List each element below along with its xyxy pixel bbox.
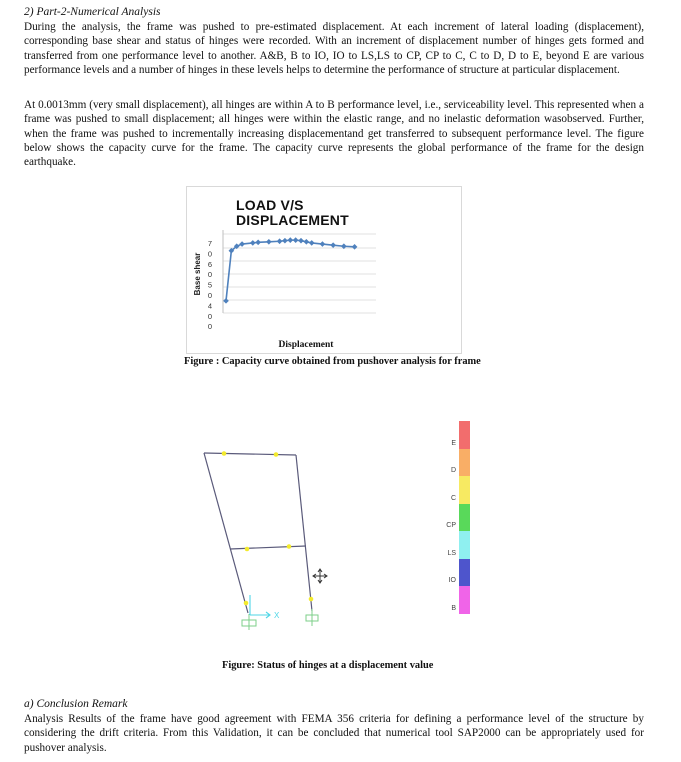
data-point [352,244,358,250]
hinge-markers [222,451,314,605]
performance-legend [436,421,470,614]
data-point [293,237,299,243]
data-point [304,239,310,245]
data-point [277,238,283,244]
y-tick-label: 0 [207,249,213,259]
paragraph-displacement: At 0.0013mm (very small displacement), all hinges are within A to B performance level, i.e., serviceability level. This represented when a frame was pushed to small displacement; all hinges were within the elastic range, and no inelastic deformation wasobserved. Further, when the frame was pushed to incrementally increasing displacementand get transferred to subsequent performance level. The figure below shows the capacity curve for the frame. The capacity curve represents the global performance of the frame for the design earthquake. [24,99,644,169]
legend-item [436,586,470,614]
legend-swatch [459,476,470,504]
y-tick-label: 6 [207,259,213,269]
y-tick-label: 0 [207,311,213,321]
legend-swatch [459,559,470,587]
legend-item [436,531,470,559]
legend-item [436,449,470,477]
y-axis-label: Base shear [193,252,202,296]
data-point [309,240,315,246]
data-point [298,238,304,244]
legend-swatch [459,449,470,477]
chart-plot [186,186,462,354]
paragraph-conclusion: Analysis Results of the frame have good agreement with FEMA 356 criteria for defining a performance level of the structure by considering the drift criteria. From this Validation, it can be concluded that numerical tool SAP2000 can be appropriately used for pushover analysis. [24,713,644,754]
legend-label: B [451,604,456,612]
legend-swatch [459,531,470,559]
data-point [320,241,326,247]
data-point [266,239,272,245]
legend-label: CP [446,522,456,529]
local-axes-icon [250,595,270,618]
y-tick-label: 0 [207,270,213,280]
frame-beam-mid [230,546,306,549]
y-tick-label: 5 [207,280,213,290]
hinge-status-diagram [190,415,470,640]
legend-item [436,421,470,449]
paragraph-analysis: During the analysis, the frame was pushed to pre-estimated displacement. At each increment of lateral loading (displacement), corresponding base shear and status of hinges were recorded. With an increment of displacement number of hinges gets formed and transferred from one performance level to another. A&B, B to IO, IO to LS,LS to CP, CP to C, C to D, D to E, beyond E are various performance levels and a number of hinges in these levels helps to determine the performance of structure at particular displacement. [24,21,644,76]
data-point [255,240,261,246]
legend-label: E [451,439,456,447]
figure1-caption: Figure : Capacity curve obtained from pushover analysis for frame [184,356,481,367]
legend-label: D [450,467,456,474]
legend-label: C [450,494,456,502]
legend-swatch [459,504,470,532]
legend-swatch [459,421,470,449]
y-tick-label: 0 [207,291,213,300]
data-point [282,238,288,244]
legend-item [436,476,470,504]
data-point [223,298,229,304]
y-tick-label: 7 [207,239,213,248]
section-heading: 2) Part-2-Numerical Analysis [24,6,161,18]
data-point [239,241,245,247]
y-tick-label: 0 [207,322,213,332]
data-point [330,242,336,248]
conclusion-heading: a) Conclusion Remark [24,698,128,710]
series-line [226,240,355,301]
legend-item [436,504,470,532]
legend-swatch [459,586,470,614]
x-axis-marker: X [274,611,280,620]
x-axis-label: Displacement [278,340,334,350]
y-tick-label: 4 [207,301,213,311]
legend-label: LS [447,549,456,557]
support-markers [242,609,318,630]
data-point [250,240,256,246]
figure2-caption: Figure: Status of hinges at a displacement value [222,660,434,671]
move-cursor-icon [313,569,327,583]
frame-column-right [296,455,312,611]
legend-label: IO [448,577,456,584]
frame-beam-top [204,453,296,455]
chart-title: LOAD V/S DISPLACEMENT [236,197,349,228]
legend-item [436,559,470,587]
data-point [287,237,293,243]
frame-column-left [204,453,248,613]
